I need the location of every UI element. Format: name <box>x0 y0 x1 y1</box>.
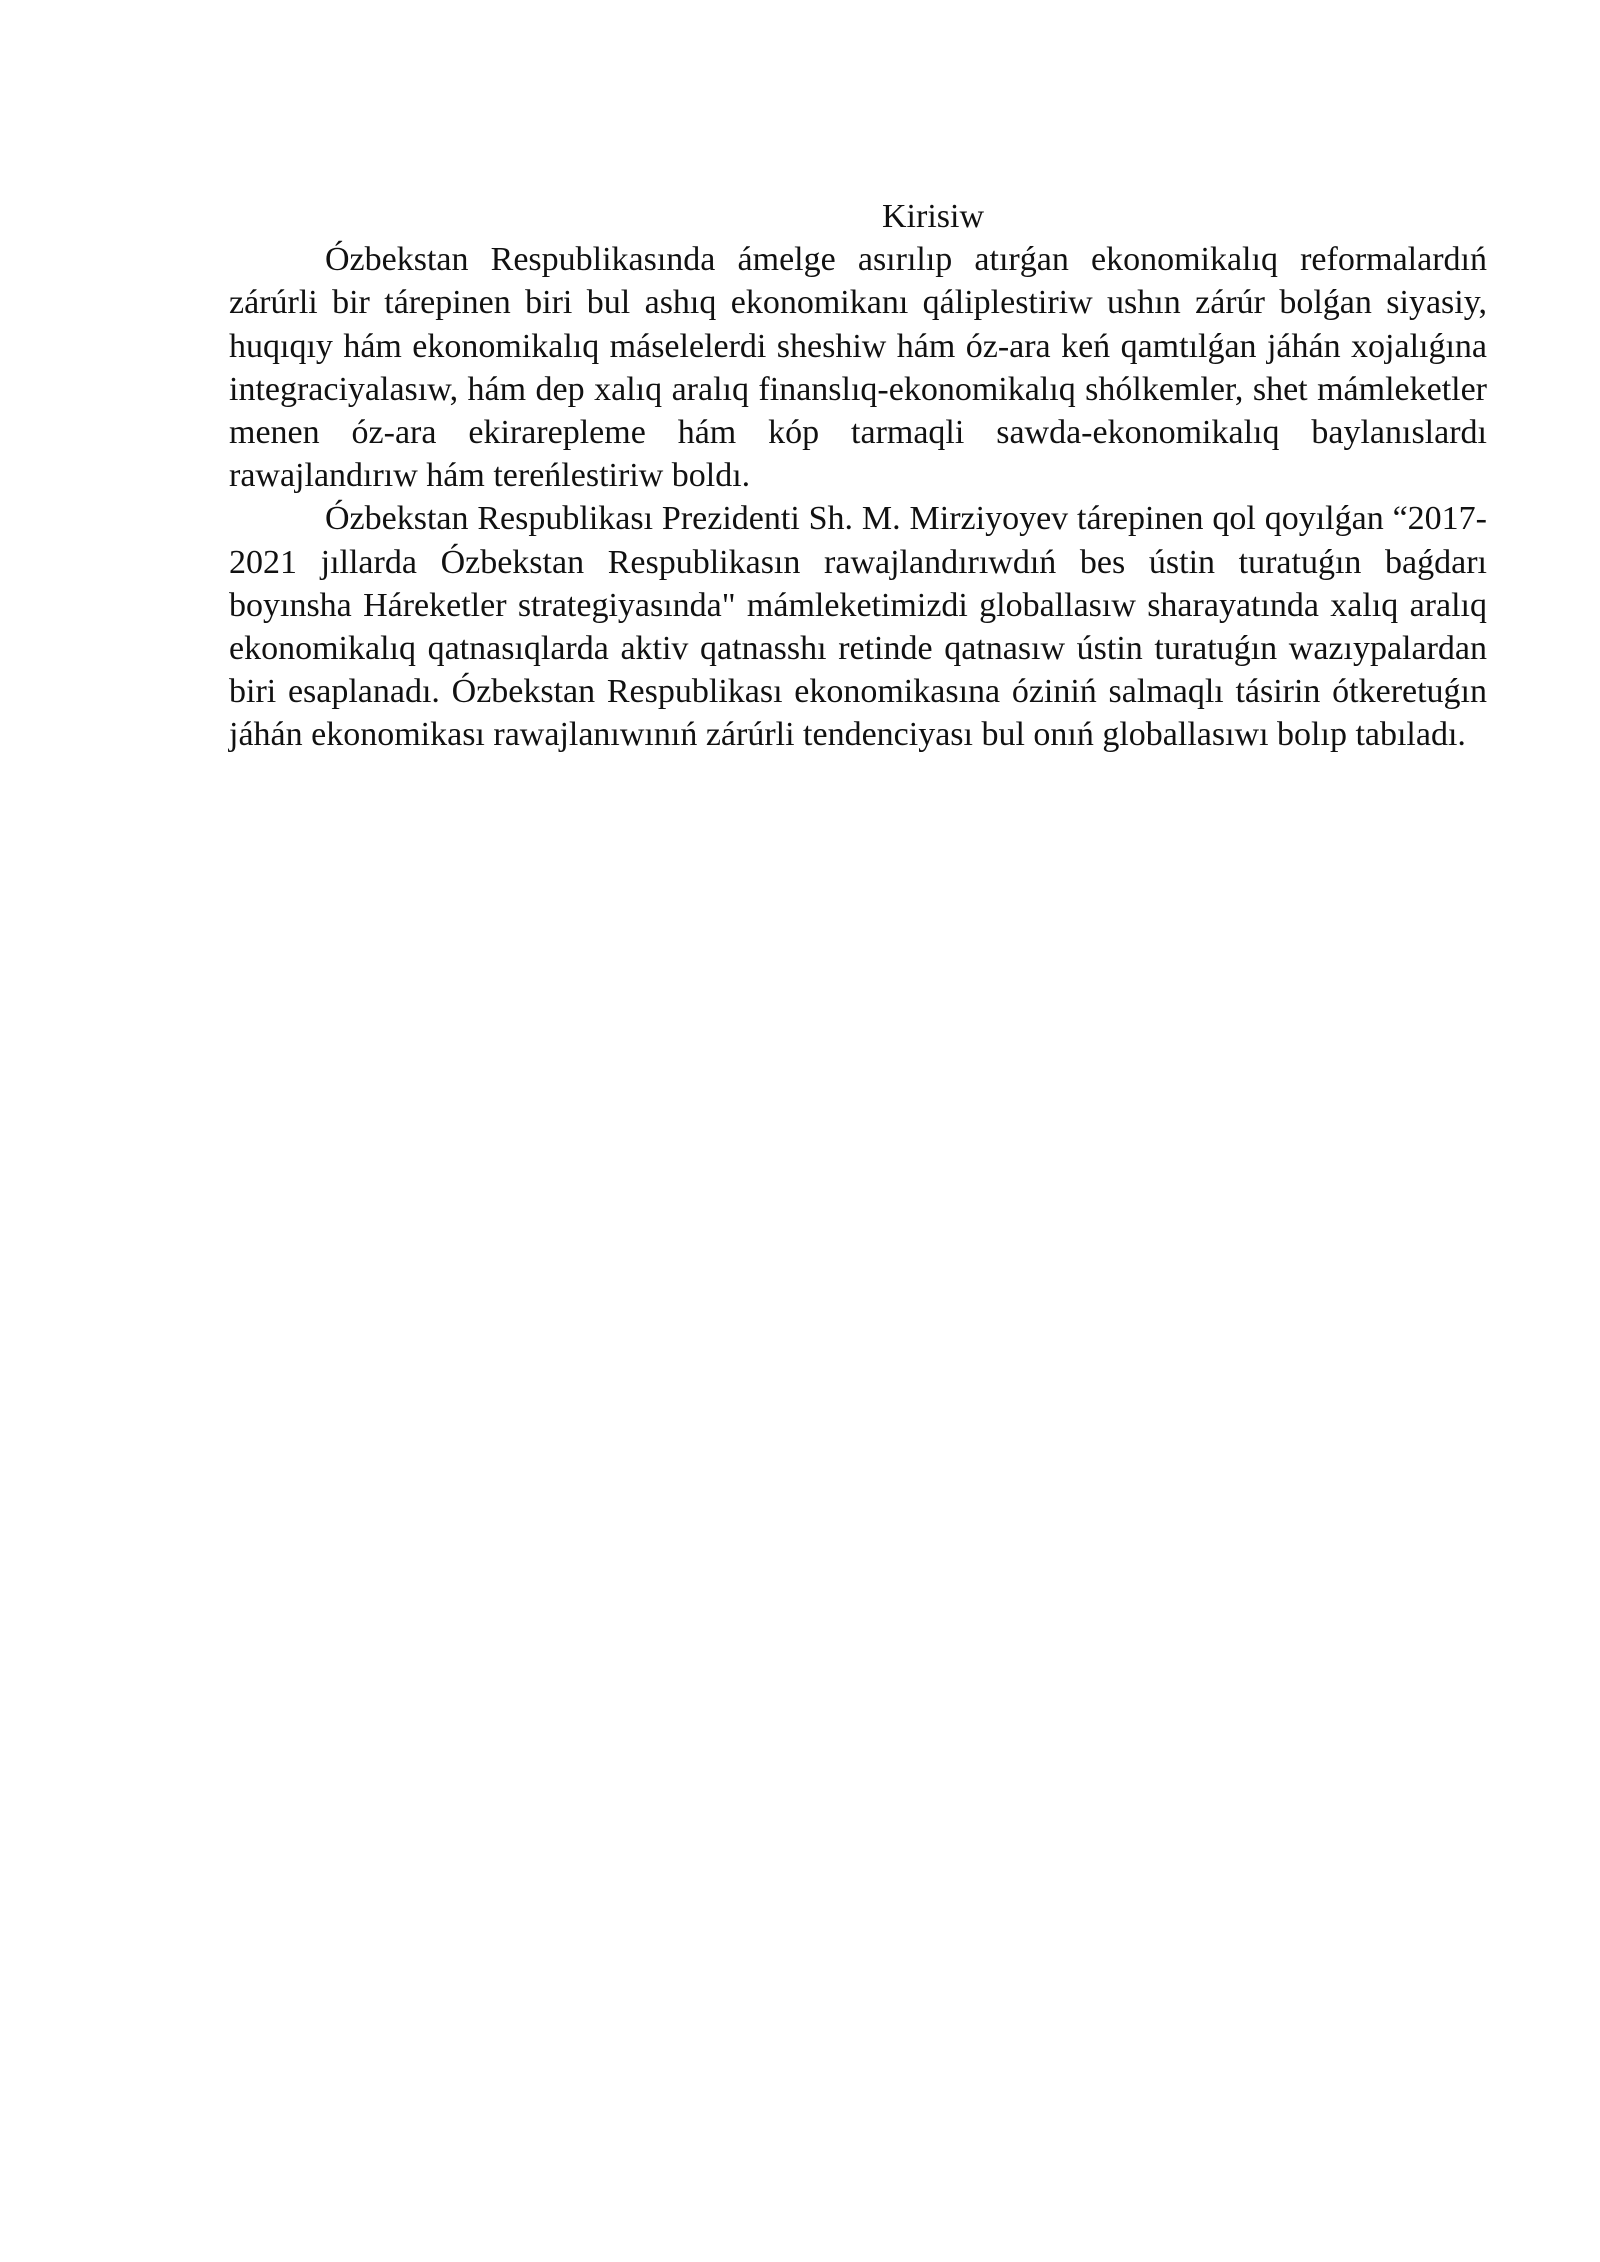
paragraph-2: Ózbekstan Respublikası Prezidenti Sh. M. Mirziyoyev tárepinen qol qoyılǵan “2017-2021 jıllarda Ózbekstan Respublikasın rawajlandırıwdıń bes ústin turatuǵın baǵdarı boyınsha Háreketler strategiyasında" mámleketimizdi globallasıw sharayatında xalıq aralıq ekonomikalıq qatnasıqlarda aktiv qatnasshı retinde qatnasıw ústin turatuǵın wazıypalardan biri esaplanadı. Ózbekstan Respublikası ekonomikasına óziniń salmaqlı tásirin ótkeretuǵın jáhán ekonomikası rawajlanıwınıń zárúrli tendenciyası bul onıń globallasıwı bolıp tabıladı. <box>229 500 1487 754</box>
document-body <box>229 195 1487 757</box>
section-heading: Kirisiw <box>882 198 984 235</box>
paragraph-1: Ózbekstan Respublikasında ámelge asırılıp atırǵan ekonomikalıq reformalardıń zárúrli bir tárepinen biri bul ashıq ekonomikanı qáliplestiriw ushın zárúr bolǵan siyasiy, huqıqıy hám ekonomikalıq máselelerdi sheshiw hám óz-ara keń qamtılǵan jáhán xojalıǵına integraciyalasıw, hám dep xalıq aralıq finanslıq-ekonomikalıq shólkemler, shet mámleketler menen óz-ara ekirarepleme hám kóp tarmaqli sawda-ekonomikalıq baylanıslardı rawajlandırıw hám tereńlestiriw boldı. <box>229 241 1487 495</box>
